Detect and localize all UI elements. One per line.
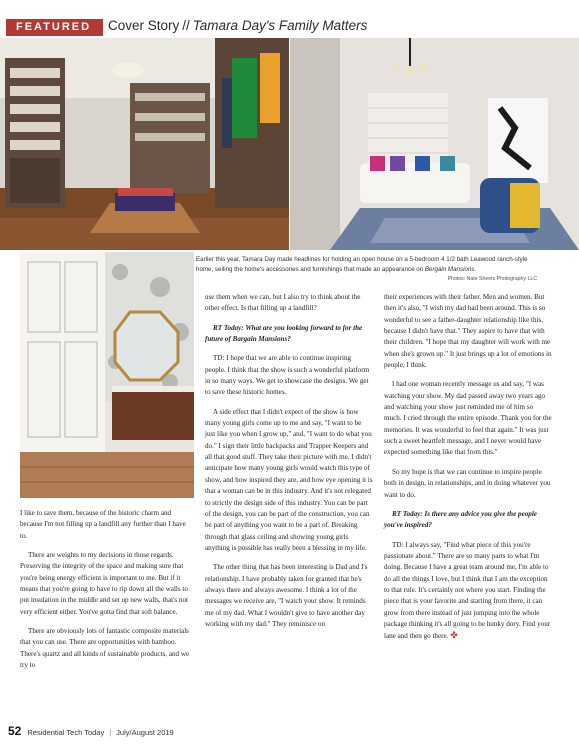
paragraph: So my hope is that we can continue to inspire people both in design, in relationships, and in doing whatever you want to do.	[384, 467, 551, 499]
page-number: 52	[8, 724, 22, 738]
photo-caption	[196, 255, 536, 275]
paragraph: I like to save them, because of the historic charm and because I'm not filling up a landfill any further than I have to.	[20, 509, 186, 540]
paragraph: use them when we can, but I also try to think about the other effect. Is that filling up a landfill?	[205, 293, 361, 313]
story-kicker	[108, 18, 367, 33]
issue-date: July/August 2019	[116, 728, 174, 737]
question-label: RT Today:	[392, 509, 423, 518]
question-end: ?	[287, 335, 291, 344]
bathroom-photo	[20, 252, 194, 498]
question	[205, 323, 373, 346]
paragraph	[384, 540, 552, 643]
photo-credit: Photos: Nate Sheets Photography LLC	[447, 276, 537, 282]
closet-photo	[0, 38, 289, 250]
page-footer	[8, 724, 174, 738]
question	[384, 509, 552, 532]
question-text: What are you looking forward to for the future of	[205, 323, 363, 344]
question-label: RT Today:	[213, 323, 244, 332]
story-title: Tamara Day's Family Matters	[192, 18, 368, 33]
caption-text: Earlier this year, Tamara Day made headlines for holding an open house on a 5-bedroom 4 1/2 bath Leawood ranch-style home, selling the home's accessories and furnishings that made an appearance on	[196, 256, 528, 273]
column-3	[384, 292, 552, 651]
paragraph-text: TD: I always say, "Find what piece of this you're passionate about." There are so many parts to what I'm doing. Because I have a great team around me, I'm able to do all the things I love, but I think that I am the exception to that rule. It's certainly not where you start. Finding the piece that is your favorite and starting from there, it can grow from there instead of just jumping into the whole package thinking it's all going to be hunky dory. Find your lane and then go there.	[384, 540, 551, 641]
kicker-separator: //	[182, 18, 190, 33]
living-room-photo	[290, 38, 579, 250]
question-text: Is there any advice you give the people you've inspired?	[384, 509, 537, 530]
caption-end: .	[474, 266, 477, 273]
column-2	[205, 292, 373, 638]
page-header	[0, 0, 579, 38]
paragraph: their experiences with their father. Men and women. But then it's also, "I wish my dad had been around. This is so wonderful to see a father-daughter relationship like this, because I didn't have that." They aspire to have that with their children. "I hope that my daughter will work with me when she's grown up." It just brings up a lot of emotions in people, I think.	[384, 293, 552, 370]
paragraph: There are obviously lots of fantastic composite materials that you can use. There are opportunities with bamboo. There's quartz and all kinds of sustainable products, and we try to	[20, 627, 190, 670]
paragraph: TD: I hope that we are able to continue inspiring people. I think that the show is such a wonderful platform in so many ways. We get to showcase the designs. We get to save these historic homes.	[205, 354, 370, 397]
paragraph: The other thing that has been interesting is Dad and I's relationship. I have probably taken for granted that he's always there and always awesome. I think a lot of the messages we receive are, "I watch your show. It reminds me of my dad. What I wouldn't give to have another day working with my dad." They reminisce on	[205, 563, 368, 628]
question-show-title: Bargain Mansions	[232, 335, 288, 344]
paragraph: There are weights to my decisions in those regards. Preserving the integrity of the space and making sure that you're being energy efficient is important to me. But if it means that you're going to have to rip down all the walls to put insulation in the middle and set up new walls, that's not very efficient either. You've gotta find that soft balance.	[20, 551, 188, 616]
end-mark-icon: ✤	[450, 630, 458, 641]
publication-name: Residential Tech Today	[27, 728, 105, 737]
section-tag: FEATURED	[6, 19, 103, 36]
caption-source: Bergain Mansions	[424, 266, 475, 273]
kicker-label: Cover Story	[108, 18, 180, 33]
paragraph: A side effect that I didn't expect of the show is how many young girls come up to me and say, "I want to be just like you when I grow up," and, "I want to do what you do." I sign their little backpacks and Trapper Keepers and all that good stuff. They take their picture with me. I didn't anticipate how many young girls would watch this type of show, and how inspired they are, and how eye opening it is that a woman can be in this industry. And it's not relegated to strictly the design side of this industry. You can be part of the design, you can be part of the construction, you can be part of anything you want to be a part of. Breaking through that glass ceiling and showing young girls anything is possible has really been a blessing in my life.	[205, 407, 373, 552]
column-1	[20, 508, 194, 679]
paragraph: I had one woman recently message us and say, "I was watching your show. My dad passed away two years ago and watching your show just reminded me of him so much. I cried through the entire episode. Thank you for the memories. It was wonderful to feel that again." It was just such a sweet heartfelt message, and I never would have expected something like that from this."	[384, 380, 552, 457]
footer-separator: |	[109, 728, 112, 737]
